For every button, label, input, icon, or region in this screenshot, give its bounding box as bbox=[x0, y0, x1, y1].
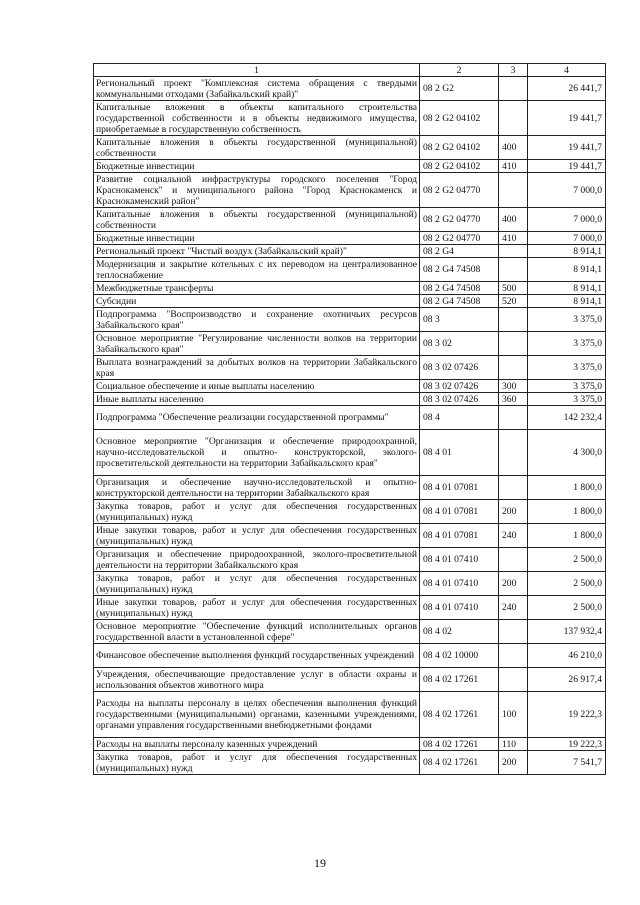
row-code: 08 3 02 bbox=[420, 332, 499, 356]
table-row bbox=[94, 430, 606, 476]
row-code: 08 2 G2 04102 bbox=[420, 160, 499, 173]
row-type: 410 bbox=[499, 160, 528, 173]
table-row bbox=[94, 524, 606, 548]
row-name: Субсидии bbox=[94, 295, 420, 308]
row-name: Расходы на выплаты персоналу казенных учреждений bbox=[94, 738, 420, 751]
row-type bbox=[499, 77, 528, 101]
table-row bbox=[94, 308, 606, 332]
row-type: 410 bbox=[499, 232, 528, 245]
row-name: Капитальные вложения в объекты капитального строительства государственной собственности и в объекты недвижимого имущества, приобретаемые в государственную собственность bbox=[94, 101, 420, 136]
row-code: 08 4 01 07410 bbox=[420, 596, 499, 620]
row-code: 08 4 02 17261 bbox=[420, 668, 499, 692]
table-row bbox=[94, 208, 606, 232]
row-amount: 2 500,0 bbox=[528, 548, 606, 572]
row-name: Межбюджетные трансферты bbox=[94, 282, 420, 295]
row-type: 240 bbox=[499, 596, 528, 620]
row-code: 08 4 02 17261 bbox=[420, 738, 499, 751]
row-amount: 2 500,0 bbox=[528, 596, 606, 620]
row-code: 08 4 01 07081 bbox=[420, 476, 499, 500]
row-amount: 3 375,0 bbox=[528, 393, 606, 406]
row-code: 08 4 02 bbox=[420, 620, 499, 644]
row-name: Иные выплаты населению bbox=[94, 393, 420, 406]
row-code: 08 3 02 07426 bbox=[420, 393, 499, 406]
row-name: Организация и обеспечение природоохранной, эколого-просветительной деятельности на территории Забайкальского края bbox=[94, 548, 420, 572]
row-name: Иные закупки товаров, работ и услуг для обеспечения государственных (муниципальных) нужд bbox=[94, 596, 420, 620]
row-amount: 19 441,7 bbox=[528, 160, 606, 173]
table-row bbox=[94, 738, 606, 751]
row-code: 08 4 02 17261 bbox=[420, 751, 499, 775]
row-amount: 8 914,1 bbox=[528, 282, 606, 295]
row-name: Закупка товаров, работ и услуг для обеспечения государственных (муниципальных) нужд bbox=[94, 751, 420, 775]
row-amount: 8 914,1 bbox=[528, 245, 606, 258]
row-amount: 137 932,4 bbox=[528, 620, 606, 644]
row-code: 08 2 G2 04770 bbox=[420, 208, 499, 232]
header-col-4: 4 bbox=[528, 64, 606, 77]
row-code: 08 4 01 07410 bbox=[420, 572, 499, 596]
table-row bbox=[94, 332, 606, 356]
row-type bbox=[499, 101, 528, 136]
row-amount: 7 541,7 bbox=[528, 751, 606, 775]
row-amount: 1 800,0 bbox=[528, 476, 606, 500]
row-type bbox=[499, 356, 528, 380]
row-type: 240 bbox=[499, 524, 528, 548]
table-row bbox=[94, 101, 606, 136]
budget-table bbox=[93, 63, 606, 775]
row-name: Бюджетные инвестиции bbox=[94, 232, 420, 245]
row-code: 08 4 02 17261 bbox=[420, 692, 499, 738]
row-name: Подпрограмма "Обеспечение реализации государственной программы" bbox=[94, 406, 420, 430]
row-amount: 7 000,0 bbox=[528, 173, 606, 208]
row-type: 200 bbox=[499, 572, 528, 596]
row-code: 08 2 G2 04770 bbox=[420, 232, 499, 245]
row-type: 110 bbox=[499, 738, 528, 751]
row-type bbox=[499, 620, 528, 644]
row-name: Основное мероприятие "Обеспечение функций исполнительных органов государственной власти в установленной сфере" bbox=[94, 620, 420, 644]
row-amount: 19 222,3 bbox=[528, 738, 606, 751]
row-type bbox=[499, 644, 528, 668]
table-header-row bbox=[94, 64, 606, 77]
row-name: Основное мероприятие "Организация и обеспечение природоохранной, научно-исследовательской и опытно- конструкторской, эколого-просветительской деятельности на территории Забайкальского края" bbox=[94, 430, 420, 476]
row-type: 360 bbox=[499, 393, 528, 406]
row-type: 100 bbox=[499, 692, 528, 738]
header-col-3: 3 bbox=[499, 64, 528, 77]
row-type bbox=[499, 430, 528, 476]
row-code: 08 4 01 bbox=[420, 430, 499, 476]
row-code: 08 2 G4 bbox=[420, 245, 499, 258]
row-code: 08 4 bbox=[420, 406, 499, 430]
row-amount: 4 300,0 bbox=[528, 430, 606, 476]
table-row bbox=[94, 692, 606, 738]
row-type: 200 bbox=[499, 500, 528, 524]
table-row bbox=[94, 476, 606, 500]
table-row bbox=[94, 295, 606, 308]
table-row bbox=[94, 406, 606, 430]
row-code: 08 2 G2 04102 bbox=[420, 136, 499, 160]
budget-table-body bbox=[94, 64, 606, 775]
table-row bbox=[94, 356, 606, 380]
row-amount: 46 210,0 bbox=[528, 644, 606, 668]
row-type: 400 bbox=[499, 136, 528, 160]
row-type bbox=[499, 668, 528, 692]
row-name: Иные закупки товаров, работ и услуг для обеспечения государственных (муниципальных) нужд bbox=[94, 524, 420, 548]
row-amount: 3 375,0 bbox=[528, 308, 606, 332]
row-type: 520 bbox=[499, 295, 528, 308]
row-amount: 7 000,0 bbox=[528, 208, 606, 232]
row-amount: 2 500,0 bbox=[528, 572, 606, 596]
row-name: Расходы на выплаты персоналу в целях обеспечения выполнения функций государственными (муниципальными) органами, казенными учреждениями, органами управления государственными внебюджетными фондами bbox=[94, 692, 420, 738]
row-name: Финансовое обеспечение выполнения функций государственных учреждений bbox=[94, 644, 420, 668]
table-row bbox=[94, 572, 606, 596]
table-row bbox=[94, 751, 606, 775]
row-amount: 19 222,3 bbox=[528, 692, 606, 738]
row-type: 300 bbox=[499, 380, 528, 393]
row-code: 08 4 01 07410 bbox=[420, 548, 499, 572]
row-amount: 1 800,0 bbox=[528, 500, 606, 524]
row-amount: 8 914,1 bbox=[528, 295, 606, 308]
row-name: Подпрограмма "Воспроизводство и сохранение охотничьих ресурсов Забайкальского края" bbox=[94, 308, 420, 332]
page-number: 19 bbox=[314, 856, 326, 870]
row-type: 200 bbox=[499, 751, 528, 775]
row-amount: 1 800,0 bbox=[528, 524, 606, 548]
row-name: Учреждения, обеспечивающие предоставление услуг в области охраны и использования объектов животного мира bbox=[94, 668, 420, 692]
row-type bbox=[499, 308, 528, 332]
row-amount: 3 375,0 bbox=[528, 356, 606, 380]
row-type bbox=[499, 548, 528, 572]
budget-table-sheet bbox=[93, 63, 605, 775]
row-name: Региональный проект "Комплексная система обращения с твердыми коммунальными отходами (Забайкальский край)" bbox=[94, 77, 420, 101]
row-code: 08 4 01 07081 bbox=[420, 500, 499, 524]
table-row bbox=[94, 380, 606, 393]
table-row bbox=[94, 548, 606, 572]
table-row bbox=[94, 596, 606, 620]
row-type bbox=[499, 406, 528, 430]
row-code: 08 2 G4 74508 bbox=[420, 282, 499, 295]
table-row bbox=[94, 232, 606, 245]
table-row bbox=[94, 282, 606, 295]
row-type bbox=[499, 173, 528, 208]
row-amount: 7 000,0 bbox=[528, 232, 606, 245]
row-amount: 8 914,1 bbox=[528, 258, 606, 282]
row-type bbox=[499, 258, 528, 282]
row-name: Капитальные вложения в объекты государственной (муниципальной) собственности bbox=[94, 208, 420, 232]
row-type: 400 bbox=[499, 208, 528, 232]
row-code: 08 2 G4 74508 bbox=[420, 295, 499, 308]
table-row bbox=[94, 393, 606, 406]
row-name: Социальное обеспечение и иные выплаты населению bbox=[94, 380, 420, 393]
table-row bbox=[94, 644, 606, 668]
row-name: Бюджетные инвестиции bbox=[94, 160, 420, 173]
row-code: 08 3 bbox=[420, 308, 499, 332]
header-col-2: 2 bbox=[420, 64, 499, 77]
table-row bbox=[94, 500, 606, 524]
row-code: 08 4 01 07081 bbox=[420, 524, 499, 548]
row-type bbox=[499, 332, 528, 356]
row-amount: 26 917,4 bbox=[528, 668, 606, 692]
row-amount: 142 232,4 bbox=[528, 406, 606, 430]
row-name: Модернизация и закрытие котельных с их переводом на централизованное теплоснабжение bbox=[94, 258, 420, 282]
row-name: Организация и обеспечение научно-исследовательской и опытно-конструкторской деятельности на территории Забайкальского края bbox=[94, 476, 420, 500]
row-name: Закупка товаров, работ и услуг для обеспечения государственных (муниципальных) нужд bbox=[94, 500, 420, 524]
table-row bbox=[94, 136, 606, 160]
row-name: Капитальные вложения в объекты государственной (муниципальной) собственности bbox=[94, 136, 420, 160]
header-col-1: 1 bbox=[94, 64, 420, 77]
row-type bbox=[499, 245, 528, 258]
row-amount: 3 375,0 bbox=[528, 332, 606, 356]
row-name: Основное мероприятие "Регулирование численности волков на территории Забайкальского края" bbox=[94, 332, 420, 356]
table-row bbox=[94, 160, 606, 173]
row-code: 08 2 G2 bbox=[420, 77, 499, 101]
row-name: Закупка товаров, работ и услуг для обеспечения государственных (муниципальных) нужд bbox=[94, 572, 420, 596]
row-code: 08 2 G4 74508 bbox=[420, 258, 499, 282]
table-row bbox=[94, 258, 606, 282]
row-name: Региональный проект "Чистый воздух (Забайкальский край)" bbox=[94, 245, 420, 258]
row-amount: 19 441,7 bbox=[528, 136, 606, 160]
row-name: Развитие социальной инфраструктуры городского поселения "Город Краснокаменск" и муниципального района "Город Краснокаменск и Краснокаменский район" bbox=[94, 173, 420, 208]
row-type: 500 bbox=[499, 282, 528, 295]
row-code: 08 3 02 07426 bbox=[420, 356, 499, 380]
row-name: Выплата вознаграждений за добытых волков на территории Забайкальского края bbox=[94, 356, 420, 380]
row-code: 08 4 02 10000 bbox=[420, 644, 499, 668]
table-row bbox=[94, 77, 606, 101]
row-amount: 3 375,0 bbox=[528, 380, 606, 393]
table-row bbox=[94, 668, 606, 692]
row-code: 08 3 02 07426 bbox=[420, 380, 499, 393]
row-amount: 26 441,7 bbox=[528, 77, 606, 101]
table-row bbox=[94, 173, 606, 208]
table-row bbox=[94, 245, 606, 258]
row-code: 08 2 G2 04102 bbox=[420, 101, 499, 136]
row-type bbox=[499, 476, 528, 500]
row-amount: 19 441,7 bbox=[528, 101, 606, 136]
table-row bbox=[94, 620, 606, 644]
row-code: 08 2 G2 04770 bbox=[420, 173, 499, 208]
